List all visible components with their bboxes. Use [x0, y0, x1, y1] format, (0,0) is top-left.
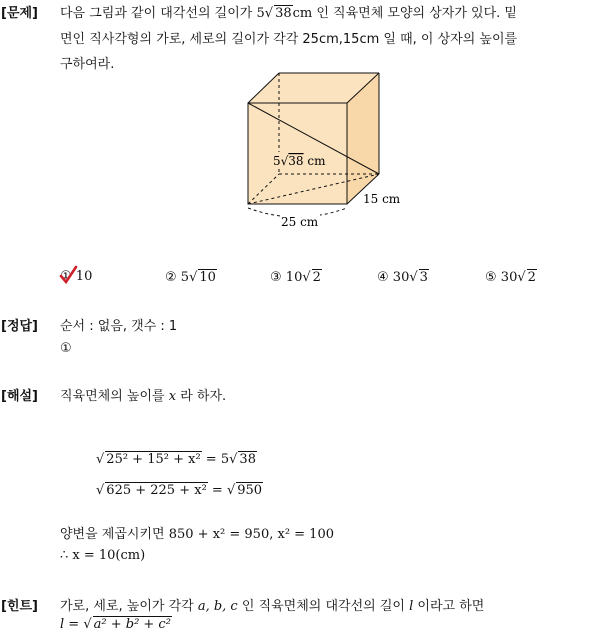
choice-5[interactable]: [485, 269, 537, 285]
cuboid-figure: [240, 70, 410, 230]
solution-tag: [해설]: [1, 389, 38, 404]
hint-line: 가로, 세로, 높이가 각각 a, b, c 인 직육면체의 대각선의 길이 l 이라고 하면: [60, 599, 485, 614]
choice-2-text: 5√ 10: [180, 270, 216, 285]
choice-4-text: 30√ 3: [392, 270, 428, 285]
problem-line-1-text: 다음 그림과 같이 대각선의 길이가: [60, 6, 257, 21]
choice-3[interactable]: [270, 269, 322, 285]
width-label: 25 cm: [281, 215, 319, 229]
choice-4-number: ④: [377, 270, 389, 285]
problem-line-1: [60, 2, 517, 21]
problem-line-3: 구하여라.: [60, 57, 115, 72]
answer-order-line: 순서 : 없음, 갯수 : 1: [60, 319, 178, 334]
solution-conclusion: ∴ x = 10(cm): [60, 548, 146, 563]
depth-label: 15 cm: [363, 192, 401, 206]
equation-2: √ 625 + 225 + x² = √ 950: [96, 483, 263, 498]
solution-intro: 직육면체의 높이를 x 라 하자.: [60, 389, 227, 404]
solution-step: 양변을 제곱시키면 850 + x² = 950, x² = 100: [60, 527, 334, 542]
problem-tag: [문제]: [1, 6, 38, 21]
hint-tag: [힌트]: [1, 599, 38, 614]
problem-line-2: 면인 직사각형의 가로, 세로의 길이가 각각 25cm,15cm 일 때, 이 상자의 높이를: [60, 32, 518, 47]
choice-3-text: 10√ 2: [285, 270, 321, 285]
check-mark-icon: [58, 265, 78, 285]
choice-4[interactable]: [377, 269, 429, 285]
equation-1: √ 25² + 15² + x² = 5√ 38: [96, 452, 256, 467]
choice-2[interactable]: [165, 269, 217, 285]
choice-1-text: 10: [75, 269, 93, 284]
choice-5-number: ⑤: [485, 270, 497, 285]
answer-tag: [정답]: [1, 319, 38, 334]
choice-1-number: ①: [60, 269, 72, 284]
choice-2-number: ②: [165, 270, 177, 285]
answer-value: ①: [60, 341, 72, 356]
choice-3-number: ③: [270, 270, 282, 285]
problem-diagonal-value: 5√ 38cm: [256, 6, 313, 21]
problem-line-1-tail: 인 직육면체 모양의 상자가 있다. 밑: [312, 6, 517, 21]
diagonal-label: 5√38 cm: [273, 154, 326, 168]
choice-5-text: 30√ 2: [500, 270, 536, 285]
choice-1[interactable]: [60, 269, 92, 284]
hint-formula: l = √ a² + b² + c²: [60, 617, 171, 632]
